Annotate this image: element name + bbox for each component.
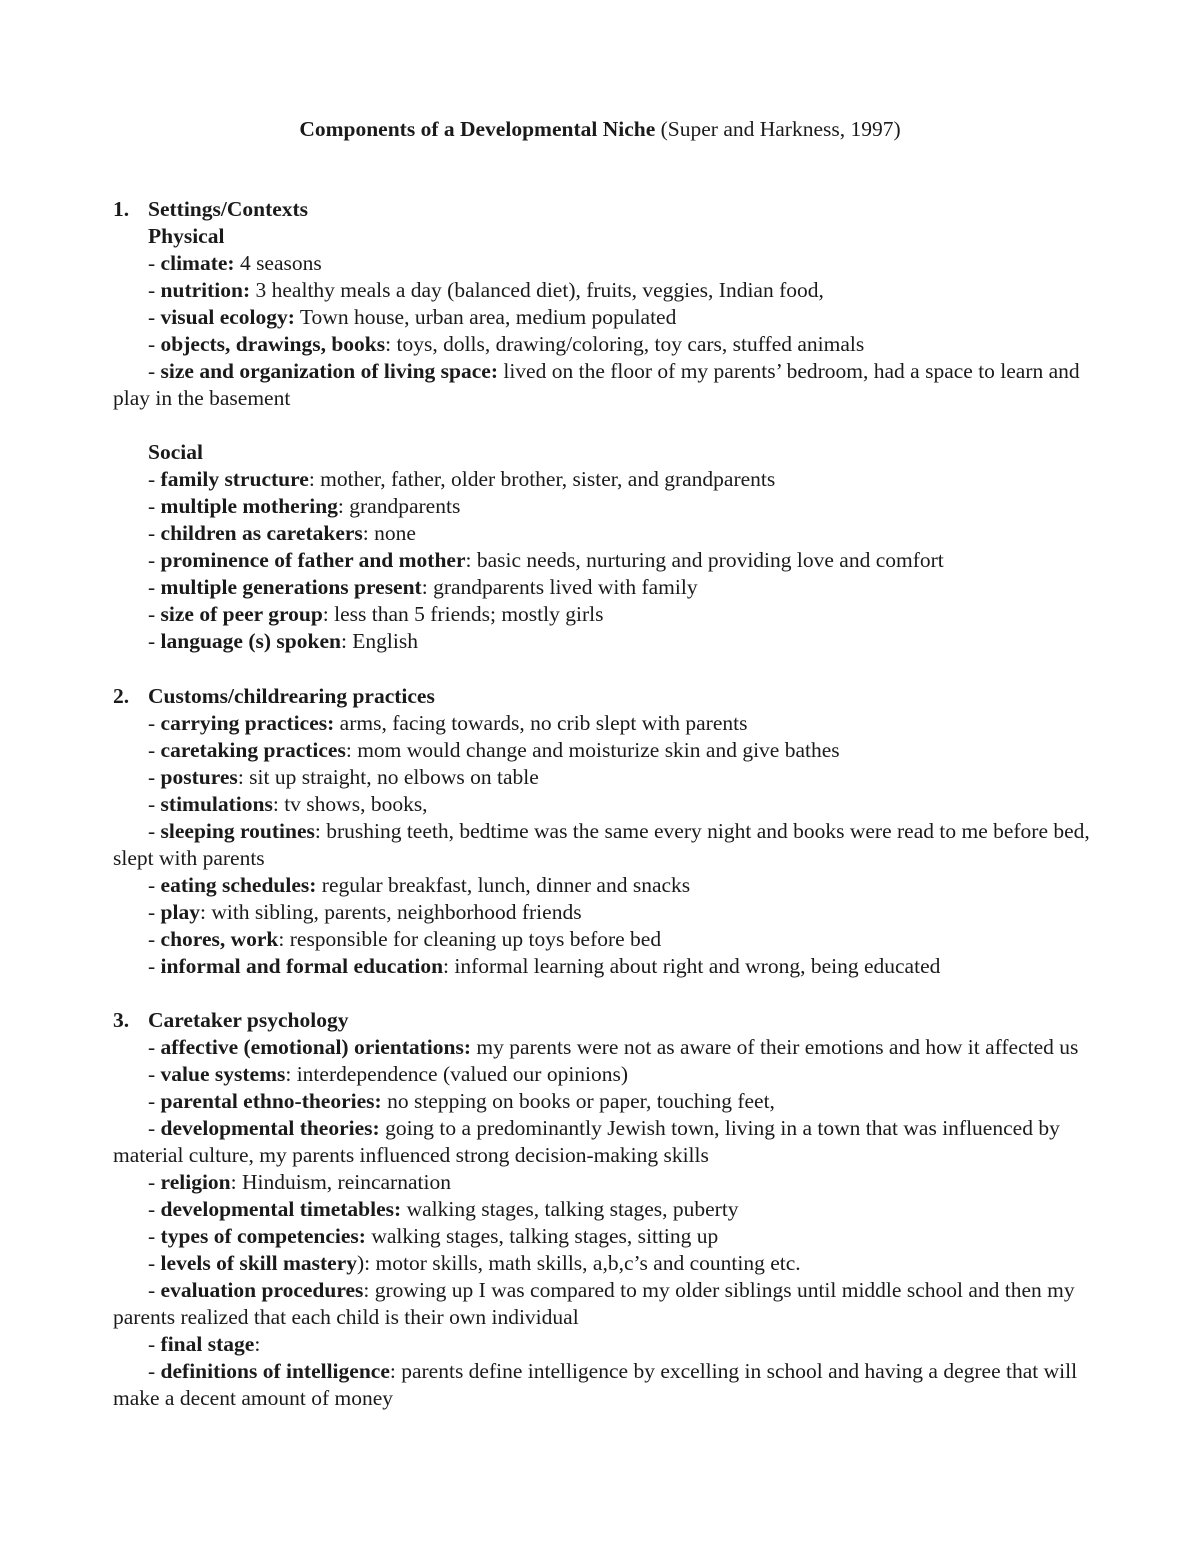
list-item: - family structure: mother, father, older brother, sister, and grandparents [148,467,776,491]
list-item: - chores, work: responsible for cleaning up toys before bed [148,927,662,951]
section-heading: 3. Caretaker psychology [113,1008,349,1032]
section-number: 2. [113,684,130,708]
list-item: - value systems: interdependence (valued our opinions) [148,1062,629,1086]
section-customs [113,683,1103,980]
list-item: - prominence of father and mother: basic needs, nurturing and providing love and comfort [148,548,944,572]
list-item: - sleeping routines: brushing teeth, bedtime was the same every night and books were read to me before bed, slept with parents [113,819,1090,870]
list-item: - types of competencies: walking stages, talking stages, sitting up [148,1224,719,1248]
list-item: - nutrition: 3 healthy meals a day (balanced diet), fruits, veggies, Indian food, [148,278,824,302]
section-number: 3. [113,1008,130,1032]
list-item: - parental ethno-theories: no stepping on books or paper, touching feet, [148,1089,775,1113]
list-item: - size and organization of living space: lived on the floor of my parents’ bedroom, had a space to learn and play in the basement [113,359,1080,410]
section-heading: 1. Settings/Contexts [113,197,309,221]
list-item: - evaluation procedures: growing up I was compared to my older siblings until middle school and then my parents realized that each child is their own individual [113,1278,1075,1329]
list-item: - religion: Hinduism, reincarnation [148,1170,451,1194]
list-item: - language (s) spoken: English [148,629,418,653]
list-item: - visual ecology: Town house, urban area, medium populated [148,305,677,329]
list-item: - definitions of intelligence: parents define intelligence by excelling in school and having a degree that will make a decent amount of money [113,1359,1078,1410]
list-item: - stimulations: tv shows, books, [148,792,428,816]
list-item: - developmental timetables: walking stages, talking stages, puberty [148,1197,739,1221]
section-caretaker-psychology [113,1007,1103,1412]
list-item: - informal and formal education: informal learning about right and wrong, being educated [148,954,941,978]
list-item: - size of peer group: less than 5 friends; mostly girls [148,602,604,626]
title-citation: (Super and Harkness, 1997) [655,117,901,141]
subheading-social: Social [148,440,203,464]
list-item: - multiple mothering: grandparents [148,494,461,518]
list-item: - affective (emotional) orientations: my parents were not as aware of their emotions and how it affected us [148,1035,1079,1059]
list-item: - caretaking practices: mom would change and moisturize skin and give bathes [148,738,840,762]
section-settings-contexts [113,196,1103,655]
title-main: Components of a Developmental Niche [299,117,656,141]
list-item: - postures: sit up straight, no elbows on table [148,765,539,789]
section-heading: 2. Customs/childrearing practices [113,684,435,708]
list-item: - play: with sibling, parents, neighborhood friends [148,900,582,924]
list-item: - final stage: [148,1332,261,1356]
list-item: - developmental theories: going to a predominantly Jewish town, living in a town that was influenced by material culture, my parents influenced strong decision-making skills [113,1116,1060,1167]
subheading-physical: Physical [148,224,225,248]
list-item: - climate: 4 seasons [148,251,322,275]
list-item: - objects, drawings, books: toys, dolls, drawing/coloring, toy cars, stuffed animals [148,332,865,356]
section-number: 1. [113,197,130,221]
page-title [0,116,1200,143]
list-item: - multiple generations present: grandparents lived with family [148,575,698,599]
list-item: - levels of skill mastery): motor skills, math skills, a,b,c’s and counting etc. [148,1251,801,1275]
list-item: - eating schedules: regular breakfast, lunch, dinner and snacks [148,873,691,897]
list-item: - children as caretakers: none [148,521,416,545]
list-item: - carrying practices: arms, facing towards, no crib slept with parents [148,711,748,735]
